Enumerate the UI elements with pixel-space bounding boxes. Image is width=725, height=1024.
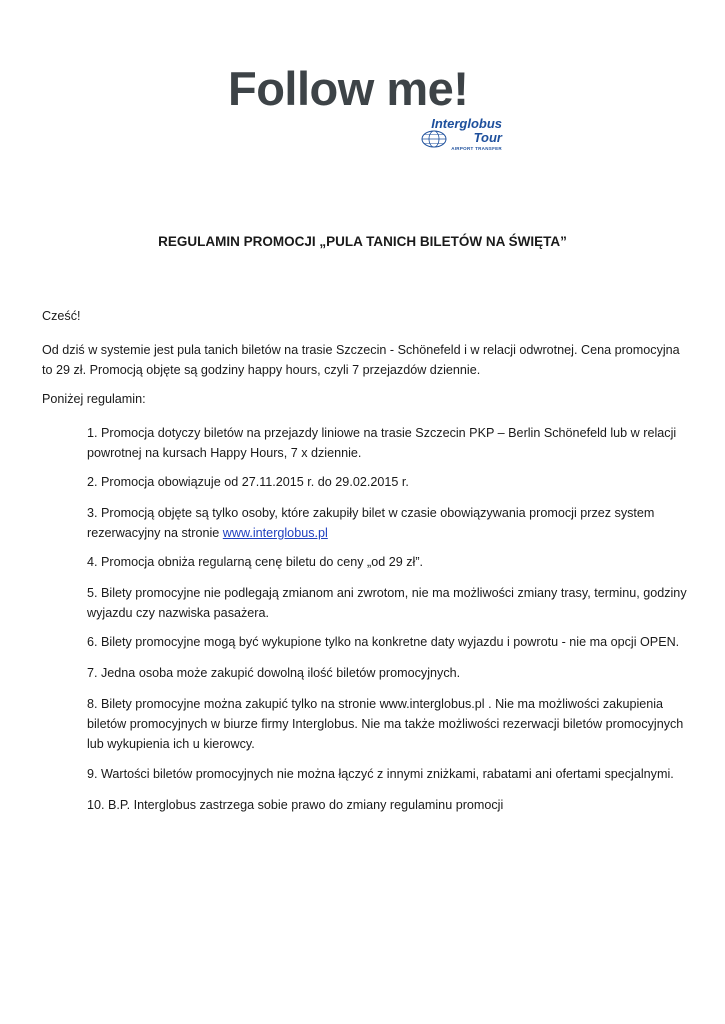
- interglobus-brand: [406, 116, 504, 158]
- interglobus-link[interactable]: www.interglobus.pl: [222, 526, 328, 540]
- rule-item: 8. Bilety promocyjne można zakupić tylko na stronie www.interglobus.pl . Nie ma możliwości zakupienia biletów promocyjnych w biurze firmy Interglobus. Nie ma także możliwości rezerwacji biletów promocyjnych lub wykupienia ich u kierowcy.: [87, 697, 684, 751]
- rule-item: 6. Bilety promocyjne mogą być wykupione tylko na konkretne daty wyjazdu i powrotu - nie ma opcji OPEN.: [87, 635, 680, 649]
- rule-text: 3. Promocją objęte są tylko osoby, które zakupiły bilet w czasie obowiązywania promocji przez system rezerwacyjny na stronie: [87, 506, 655, 540]
- brand-tagline: AIRPORT TRANSFER: [451, 146, 502, 151]
- globe-icon: [421, 130, 447, 148]
- brand-name: Interglobus: [431, 116, 502, 131]
- rule-item: 7. Jedna osoba może zakupić dowolną ilość biletów promocyjnych.: [87, 666, 461, 680]
- rule-item: 1. Promocja dotyczy biletów na przejazdy liniowe na trasie Szczecin PKP – Berlin Schönefeld lub w relacji powrotnej na kursach Happy Hours, 7 x dziennie.: [87, 426, 677, 460]
- logo-title: Follow me!: [228, 62, 469, 115]
- rule-item: 9. Wartości biletów promocyjnych nie można łączyć z innymi zniżkami, rabatami ani ofertami specjalnymi.: [87, 767, 674, 781]
- follow-me-logo: [228, 62, 503, 162]
- rule-item: 4. Promocja obniża regularną cenę biletu do ceny „od 29 zł”.: [87, 555, 424, 569]
- rules-heading: Poniżej regulamin:: [42, 392, 146, 406]
- intro-paragraph: Od dziś w systemie jest pula tanich biletów na trasie Szczecin - Schönefeld i w relacji odwrotnej. Cena promocyjna to 29 zł. Promocją objęte są godziny happy hours, czyli 7 przejazdów dziennie.: [42, 343, 680, 377]
- rule-item: 5. Bilety promocyjne nie podlegają zmianom ani zwrotom, nie ma możliwości zmiany trasy, terminu, godziny wyjazdu czy nazwiska pasażera.: [87, 586, 687, 620]
- document-title: REGULAMIN PROMOCJI „PULA TANICH BILETÓW NA ŚWIĘTA”: [158, 234, 567, 249]
- rule-item: 10. B.P. Interglobus zastrzega sobie prawo do zmiany regulaminu promocji: [87, 798, 504, 812]
- rule-item: [87, 503, 687, 543]
- rule-item: 2. Promocja obowiązuje od 27.11.2015 r. do 29.02.2015 r.: [87, 475, 409, 489]
- greeting: Cześć!: [42, 309, 81, 323]
- brand-subname: Tour: [473, 130, 502, 145]
